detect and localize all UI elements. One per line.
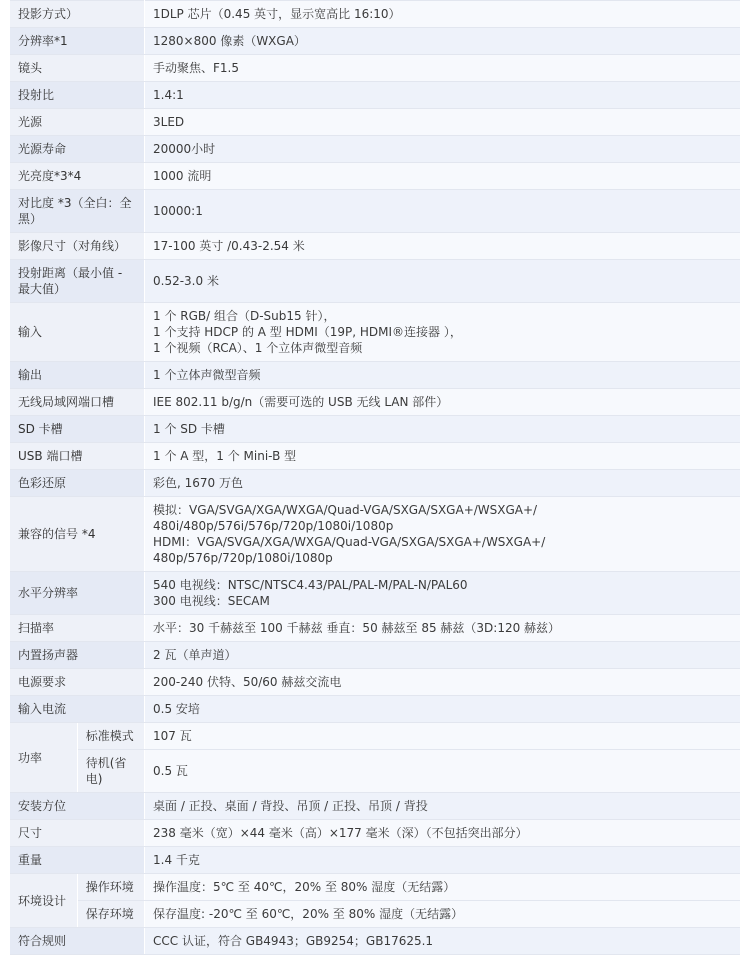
value-line: 1 个 SD 卡槽 xyxy=(153,422,225,436)
row-value xyxy=(145,669,741,696)
table-row xyxy=(10,901,740,928)
row-value xyxy=(145,1,741,28)
row-value xyxy=(145,615,741,642)
row-label: 对比度 *3（全白：全黑） xyxy=(10,190,145,233)
row-value xyxy=(145,696,741,723)
row-label: 输入电流 xyxy=(10,696,145,723)
table-row xyxy=(10,389,740,416)
value-line: 3LED xyxy=(153,115,185,129)
value-line: 桌面 / 正投、桌面 / 背投、吊顶 / 正投、吊顶 / 背投 xyxy=(153,799,428,813)
row-label: 输入 xyxy=(10,303,145,362)
row-label: 符合规则 xyxy=(10,928,145,955)
table-row xyxy=(10,793,740,820)
value-line: 480i/480p/576i/576p/720p/1080i/1080p xyxy=(153,519,394,533)
row-label: 扫描率 xyxy=(10,615,145,642)
row-value xyxy=(145,389,741,416)
value-line: 0.5 安培 xyxy=(153,702,200,716)
row-value xyxy=(145,874,741,901)
value-line: HDMI：VGA/SVGA/XGA/WXGA/Quad-VGA/SXGA/SXGA+/WSXGA+/ xyxy=(153,535,546,549)
value-line: 手动聚焦、F1.5 xyxy=(153,61,239,75)
row-sublabel: 待机(省电) xyxy=(77,750,144,793)
value-line: 10000:1 xyxy=(153,204,203,218)
table-row xyxy=(10,615,740,642)
row-label: 投射距离（最小值 - 最大值） xyxy=(10,260,145,303)
value-line: 0.52-3.0 米 xyxy=(153,274,219,288)
row-label: 重量 xyxy=(10,847,145,874)
row-value xyxy=(145,820,741,847)
value-line: 1 个支持 HDCP 的 A 型 HDMI（19P, HDMI®连接器 ）， xyxy=(153,325,462,339)
table-row xyxy=(10,497,740,572)
specifications-table-body xyxy=(10,1,740,955)
value-line: 2 瓦（单声道） xyxy=(153,648,237,662)
value-line: 1.4 千克 xyxy=(153,853,200,867)
row-label: 镜头 xyxy=(10,55,145,82)
row-value xyxy=(145,572,741,615)
row-value xyxy=(145,163,741,190)
table-row xyxy=(10,416,740,443)
value-line: 1 个 RGB/ 组合（D-Sub15 针）， xyxy=(153,309,336,323)
table-row xyxy=(10,928,740,955)
table-row xyxy=(10,55,740,82)
row-value xyxy=(145,723,741,750)
value-line: IEE 802.11 b/g/n（需要可选的 USB 无线 LAN 部件） xyxy=(153,395,449,409)
value-line: 20000小时 xyxy=(153,142,216,156)
table-row xyxy=(10,362,740,389)
value-line: 1 个视频（RCA）、1 个立体声微型音频 xyxy=(153,341,363,355)
row-value xyxy=(145,303,741,362)
table-row xyxy=(10,750,740,793)
table-row xyxy=(10,443,740,470)
table-row xyxy=(10,28,740,55)
value-line: 0.5 瓦 xyxy=(153,764,188,778)
row-label: 投影方式） xyxy=(10,1,145,28)
value-line: 17-100 英寸 /0.43-2.54 米 xyxy=(153,239,305,253)
value-line: 保存温度: -20℃ 至 60℃，20% 至 80% 湿度（无结露） xyxy=(153,907,464,921)
row-label: 尺寸 xyxy=(10,820,145,847)
row-value xyxy=(145,793,741,820)
value-line: 1 个 A 型，1 个 Mini-B 型 xyxy=(153,449,297,463)
value-line: 238 毫米（宽）×44 毫米（高）×177 毫米（深）（不包括突出部分） xyxy=(153,826,528,840)
table-row xyxy=(10,696,740,723)
row-value xyxy=(145,362,741,389)
row-label: 内置扬声器 xyxy=(10,642,145,669)
row-value xyxy=(145,847,741,874)
row-label: 无线局域网端口槽 xyxy=(10,389,145,416)
table-row xyxy=(10,303,740,362)
value-line: 操作温度：5℃ 至 40℃，20% 至 80% 湿度（无结露） xyxy=(153,880,456,894)
row-value xyxy=(145,233,741,260)
table-row xyxy=(10,820,740,847)
row-value xyxy=(145,260,741,303)
row-label: 环境设计 xyxy=(10,874,77,928)
table-row xyxy=(10,82,740,109)
row-value xyxy=(145,55,741,82)
row-label: 功率 xyxy=(10,723,77,793)
specifications-table xyxy=(10,0,740,955)
value-line: CCC 认证，符合 GB4943；GB9254；GB17625.1 xyxy=(153,934,434,948)
row-value xyxy=(145,901,741,928)
row-label: 光源 xyxy=(10,109,145,136)
row-value xyxy=(145,136,741,163)
table-row xyxy=(10,233,740,260)
value-line: 200-240 伏特、50/60 赫兹交流电 xyxy=(153,675,342,689)
table-row xyxy=(10,642,740,669)
row-label: 水平分辨率 xyxy=(10,572,145,615)
value-line: 480p/576p/720p/1080i/1080p xyxy=(153,551,333,565)
row-value xyxy=(145,443,741,470)
row-value xyxy=(145,750,741,793)
table-row xyxy=(10,109,740,136)
row-label: 安装方位 xyxy=(10,793,145,820)
table-row xyxy=(10,163,740,190)
value-line: 水平：30 千赫兹至 100 千赫兹 垂直：50 赫兹至 85 赫兹（3D:120 赫兹） xyxy=(153,621,561,635)
row-value xyxy=(145,470,741,497)
value-line: 1.4:1 xyxy=(153,88,184,102)
row-sublabel: 操作环境 xyxy=(77,874,144,901)
value-line: 彩色, 1670 万色 xyxy=(153,476,243,490)
table-row xyxy=(10,260,740,303)
value-line: 107 瓦 xyxy=(153,729,192,743)
row-label: 色彩还原 xyxy=(10,470,145,497)
row-label: 兼容的信号 *4 xyxy=(10,497,145,572)
row-label: 电源要求 xyxy=(10,669,145,696)
row-value xyxy=(145,642,741,669)
value-line: 1000 流明 xyxy=(153,169,212,183)
table-row xyxy=(10,723,740,750)
row-value xyxy=(145,190,741,233)
row-label: 输出 xyxy=(10,362,145,389)
table-row xyxy=(10,847,740,874)
row-sublabel: 标准模式 xyxy=(77,723,144,750)
row-sublabel: 保存环境 xyxy=(77,901,144,928)
table-row xyxy=(10,136,740,163)
table-row xyxy=(10,874,740,901)
row-value xyxy=(145,928,741,955)
row-value xyxy=(145,497,741,572)
row-label: 投射比 xyxy=(10,82,145,109)
table-row xyxy=(10,572,740,615)
value-line: 540 电视线：NTSC/NTSC4.43/PAL/PAL-M/PAL-N/PAL60 xyxy=(153,578,468,592)
row-value xyxy=(145,109,741,136)
row-value xyxy=(145,28,741,55)
row-label: 光源寿命 xyxy=(10,136,145,163)
row-label: 分辨率*1 xyxy=(10,28,145,55)
row-label: 光亮度*3*4 xyxy=(10,163,145,190)
row-label: SD 卡槽 xyxy=(10,416,145,443)
value-line: 1 个立体声微型音频 xyxy=(153,368,261,382)
table-row xyxy=(10,190,740,233)
row-value xyxy=(145,416,741,443)
value-line: 1280×800 像素（WXGA） xyxy=(153,34,306,48)
table-row xyxy=(10,669,740,696)
value-line: 300 电视线：SECAM xyxy=(153,594,270,608)
row-label: 影像尺寸（对角线） xyxy=(10,233,145,260)
table-row xyxy=(10,1,740,28)
row-value xyxy=(145,82,741,109)
row-label: USB 端口槽 xyxy=(10,443,145,470)
value-line: 1DLP 芯片（0.45 英寸，显示宽高比 16:10） xyxy=(153,7,401,21)
value-line: 模拟：VGA/SVGA/XGA/WXGA/Quad-VGA/SXGA/SXGA+/WSXGA+/ xyxy=(153,503,538,517)
table-row xyxy=(10,470,740,497)
